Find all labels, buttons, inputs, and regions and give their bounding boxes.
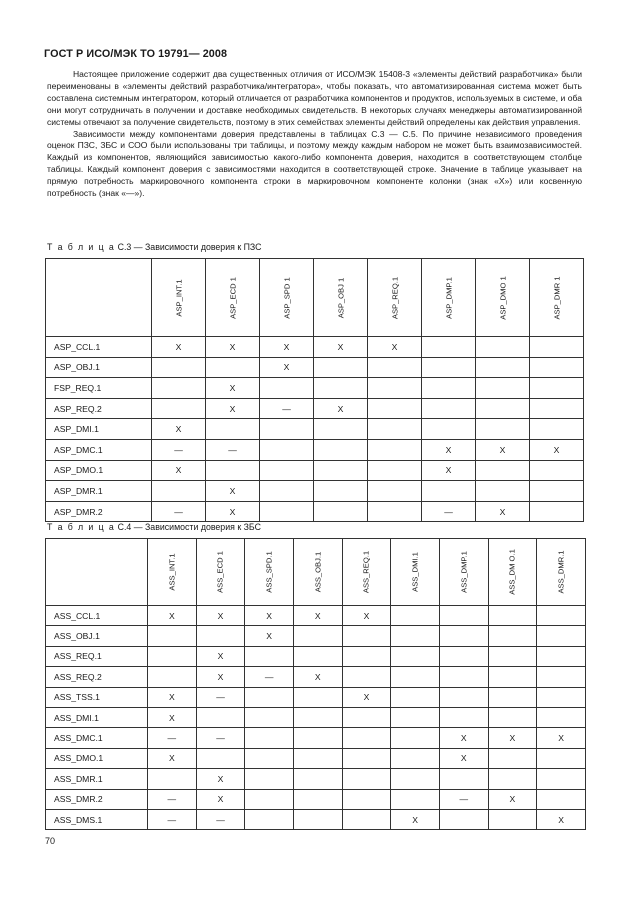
table-cell <box>293 809 342 829</box>
row-label: ASS_REQ.1 <box>46 646 148 666</box>
table-cell <box>245 789 294 809</box>
table-cell <box>260 501 314 522</box>
row-label: ASS_OBJ.1 <box>46 626 148 646</box>
column-header <box>530 259 584 337</box>
table-cell <box>439 646 488 666</box>
table-cell: X <box>439 728 488 748</box>
table-cell <box>537 667 586 687</box>
table-cell <box>439 687 488 707</box>
table-cell: X <box>260 357 314 378</box>
table-row <box>46 789 586 809</box>
table-cell <box>530 398 584 419</box>
table-cell <box>476 460 530 481</box>
table-cell <box>293 646 342 666</box>
table-cell <box>537 769 586 789</box>
table-cell <box>476 337 530 358</box>
table-cell <box>368 460 422 481</box>
table-cell <box>260 460 314 481</box>
column-header-label: ASS_DM O.1 <box>507 549 517 595</box>
table-c4-caption <box>47 522 261 532</box>
table-cell <box>488 707 537 727</box>
table-cell: X <box>148 748 197 768</box>
table-c3-caption <box>47 242 262 252</box>
table-cell <box>206 419 260 440</box>
table-cell <box>422 419 476 440</box>
table-cell: X <box>342 606 391 626</box>
table-cell <box>314 481 368 502</box>
column-header <box>206 259 260 337</box>
table-cell: — <box>148 809 197 829</box>
table-cell: X <box>314 337 368 358</box>
table-cell: — <box>206 439 260 460</box>
column-header-label: ASP_REQ.1 <box>390 276 399 319</box>
table-cell <box>196 626 245 646</box>
table-cell <box>342 707 391 727</box>
table-row <box>46 769 586 789</box>
table-cell <box>260 481 314 502</box>
table-cell <box>206 460 260 481</box>
table-cell: X <box>342 687 391 707</box>
table-caption-prefix: Т а б л и ц а <box>47 242 116 252</box>
table-cell <box>537 626 586 646</box>
table-cell <box>293 769 342 789</box>
column-header-label: ASS_DMP.1 <box>459 551 469 593</box>
table-cell <box>476 398 530 419</box>
table-cell <box>260 378 314 399</box>
table-cell <box>314 439 368 460</box>
column-header-label: ASS_ECD 1 <box>215 551 225 593</box>
column-header <box>293 539 342 606</box>
table-cell: X <box>196 667 245 687</box>
table-row <box>46 809 586 829</box>
column-header-label: ASS_OBJ.1 <box>313 551 323 593</box>
table-cell <box>314 357 368 378</box>
table-cell <box>342 646 391 666</box>
column-header <box>439 539 488 606</box>
table-cell: X <box>148 687 197 707</box>
column-header-label: ASP_INT.1 <box>174 278 183 317</box>
table-cell <box>342 769 391 789</box>
table-cell <box>148 667 197 687</box>
table-row <box>46 337 584 358</box>
table-cell: — <box>422 501 476 522</box>
column-header-label: ASS_SPD.1 <box>264 551 274 593</box>
table-row <box>46 419 584 440</box>
table-cell: X <box>245 606 294 626</box>
table-cell: X <box>196 646 245 666</box>
table-cell <box>530 378 584 399</box>
table-cell <box>342 789 391 809</box>
table-cell <box>342 667 391 687</box>
table-cell <box>439 626 488 646</box>
table-cell <box>537 646 586 666</box>
table-cell <box>342 748 391 768</box>
column-header <box>260 259 314 337</box>
table-caption-prefix: Т а б л и ц а <box>47 522 116 532</box>
table-cell: X <box>196 606 245 626</box>
table-corner-cell <box>46 539 148 606</box>
row-label: ASS_TSS.1 <box>46 687 148 707</box>
column-header-label: ASS_DMI.1 <box>410 552 420 592</box>
table-cell <box>293 748 342 768</box>
table-cell <box>342 809 391 829</box>
table-cell <box>530 481 584 502</box>
column-header-label: ASP_DMO 1 <box>498 275 507 320</box>
table-cell: — <box>148 789 197 809</box>
table-cell: X <box>537 728 586 748</box>
table-cell <box>314 378 368 399</box>
column-header-label: ASS_INT.1 <box>167 553 177 591</box>
table-cell <box>476 481 530 502</box>
table-caption-text: С.4 — Зависимости доверия к ЗБС <box>117 522 261 532</box>
table-cell <box>439 769 488 789</box>
row-label: ASS_CCL.1 <box>46 606 148 626</box>
table-cell <box>488 769 537 789</box>
table-cell <box>391 626 440 646</box>
table-cell: X <box>206 398 260 419</box>
table-cell: X <box>391 809 440 829</box>
table-cell: X <box>206 481 260 502</box>
column-header-label: ASS_REQ.1 <box>361 550 371 594</box>
table-cell: X <box>476 501 530 522</box>
table-cell: X <box>488 728 537 748</box>
table-cell <box>439 809 488 829</box>
table-cell: X <box>537 809 586 829</box>
table-cell <box>148 769 197 789</box>
table-cell <box>245 646 294 666</box>
table-cell: X <box>530 439 584 460</box>
table-cell <box>422 398 476 419</box>
table-cell <box>439 606 488 626</box>
table-caption-text: С.3 — Зависимости доверия к ПЗС <box>117 242 262 252</box>
table-cell <box>439 707 488 727</box>
table-cell <box>342 626 391 646</box>
column-header <box>488 539 537 606</box>
table-cell <box>152 398 206 419</box>
table-cell: X <box>260 337 314 358</box>
table-cell <box>293 728 342 748</box>
table-row <box>46 439 584 460</box>
table-cell <box>439 667 488 687</box>
table-cell: X <box>422 439 476 460</box>
table-cell <box>245 687 294 707</box>
table-cell <box>148 646 197 666</box>
table-cell <box>391 707 440 727</box>
table-cell <box>152 378 206 399</box>
row-label: ASP_DMI.1 <box>46 419 152 440</box>
table-cell <box>488 667 537 687</box>
body-text <box>47 69 582 200</box>
column-header-label: ASP_ECD 1 <box>228 276 237 319</box>
table-row <box>46 707 586 727</box>
table-cell: X <box>196 769 245 789</box>
table-cell <box>368 378 422 399</box>
row-label: ASP_DMR.1 <box>46 481 152 502</box>
table-row <box>46 646 586 666</box>
table-cell: — <box>152 501 206 522</box>
table-cell <box>314 419 368 440</box>
row-label: ASS_DMR.2 <box>46 789 148 809</box>
table-cell: X <box>293 667 342 687</box>
table-cell: — <box>152 439 206 460</box>
table-row <box>46 501 584 522</box>
table-cell <box>488 626 537 646</box>
table-cell: — <box>196 687 245 707</box>
table-row <box>46 481 584 502</box>
table-cell <box>206 357 260 378</box>
table-cell: X <box>152 460 206 481</box>
column-header <box>245 539 294 606</box>
table-row <box>46 667 586 687</box>
table-cell <box>537 687 586 707</box>
table-cell <box>391 646 440 666</box>
table-cell <box>537 606 586 626</box>
table-cell <box>314 501 368 522</box>
table-cell <box>196 748 245 768</box>
column-header <box>314 259 368 337</box>
table-cell: X <box>196 789 245 809</box>
table-cell <box>368 419 422 440</box>
table-cell <box>530 357 584 378</box>
table-cell <box>488 809 537 829</box>
table-cell: X <box>152 419 206 440</box>
table-cell <box>537 748 586 768</box>
table-cell <box>476 378 530 399</box>
table-cell <box>245 769 294 789</box>
table-cell <box>293 789 342 809</box>
column-header-label: ASP_DMP.1 <box>444 276 453 319</box>
table-cell <box>368 439 422 460</box>
row-label: ASS_DMR.1 <box>46 769 148 789</box>
table-cell: X <box>293 606 342 626</box>
table-cell <box>368 481 422 502</box>
table-cell <box>391 789 440 809</box>
table-cell <box>342 728 391 748</box>
table-cell <box>148 626 197 646</box>
column-header <box>391 539 440 606</box>
column-header-label: ASP_DMR 1 <box>552 275 561 320</box>
row-label: ASS_DMS.1 <box>46 809 148 829</box>
table-cell: — <box>148 728 197 748</box>
table-cell: X <box>439 748 488 768</box>
column-header-label: ASP_OBJ 1 <box>336 277 345 318</box>
row-label: ASP_OBJ.1 <box>46 357 152 378</box>
table-cell <box>530 501 584 522</box>
column-header <box>537 539 586 606</box>
column-header <box>196 539 245 606</box>
table-cell <box>152 481 206 502</box>
table-cell: X <box>206 501 260 522</box>
table-cell <box>476 357 530 378</box>
table-cell <box>152 357 206 378</box>
table-cell <box>422 481 476 502</box>
table-header-row <box>46 539 586 606</box>
row-label: FSP_REQ.1 <box>46 378 152 399</box>
row-label: ASS_DMC.1 <box>46 728 148 748</box>
table-cell <box>391 667 440 687</box>
row-label: ASP_DMR.2 <box>46 501 152 522</box>
table-cell <box>260 439 314 460</box>
table-header-row <box>46 259 584 337</box>
table-row <box>46 357 584 378</box>
table-cell <box>196 707 245 727</box>
table-cell <box>391 769 440 789</box>
column-header <box>422 259 476 337</box>
row-label: ASS_DMI.1 <box>46 707 148 727</box>
table-cell <box>391 606 440 626</box>
table-cell: X <box>476 439 530 460</box>
table-cell: X <box>206 337 260 358</box>
row-label: ASP_CCL.1 <box>46 337 152 358</box>
page-number: 70 <box>45 836 56 846</box>
table-cell <box>422 337 476 358</box>
table-cell: X <box>148 606 197 626</box>
table-cell <box>293 687 342 707</box>
table-c3 <box>45 258 584 522</box>
table-cell <box>314 460 368 481</box>
column-header <box>148 539 197 606</box>
table-cell: X <box>368 337 422 358</box>
table-cell <box>368 398 422 419</box>
table-cell <box>476 419 530 440</box>
table-cell <box>260 419 314 440</box>
table-cell <box>537 789 586 809</box>
table-row <box>46 378 584 399</box>
table-cell: — <box>260 398 314 419</box>
table-row <box>46 626 586 646</box>
column-header-label: ASS_DMR.1 <box>556 550 566 594</box>
table-row <box>46 748 586 768</box>
paragraph: Настоящее приложение содержит два существенных отличия от ИСО/МЭК 15408-3 «элементы действий разработчика» были переименованы в «элементы действий разработчика/интегратора», чтобы показать, что автоматизированная система может быть составлена системным интегратором, который отличается от разработчика компонентов и продуктов, используемых в системе, и оба они могут сотрудничать в получении и доставке необходимых свидетельств. В некоторых случаях менеджеры автоматизированной системы отвечают за получение свидетельств, поэтому в этих семействах элементы действий определены как действия управления. <box>47 69 582 127</box>
table-cell: — <box>196 809 245 829</box>
column-header <box>476 259 530 337</box>
table-cell <box>537 707 586 727</box>
column-header <box>368 259 422 337</box>
paragraph: Зависимости между компонентами доверия представлены в таблицах С.3 — С.5. По причине независимого проведения оценок ПЗС, ЗБС и СОО были использованы три таблицы, и поэтому между каждым набором не может быть взаимозависимостей. Каждый из компонентов, являющийся зависимостью какого-либо компонента доверия, находится в соответствующем столбце таблицы. Каждый компонент доверия с зависимостями находится в соответствующей строке. Значение в таблице указывает на прямую потребность маркировочного компонента строки в маркировочном компоненте колонки (знак «X») или косвенную потребность (знак «—»). <box>47 128 582 199</box>
table-cell <box>488 646 537 666</box>
table-cell: X <box>148 707 197 727</box>
table-row <box>46 398 584 419</box>
row-label: ASS_REQ.2 <box>46 667 148 687</box>
table-c4 <box>45 538 586 830</box>
table-row <box>46 687 586 707</box>
table-row <box>46 460 584 481</box>
table-cell: X <box>488 789 537 809</box>
table-cell <box>530 337 584 358</box>
table-cell: X <box>314 398 368 419</box>
table-row <box>46 728 586 748</box>
table-cell <box>245 728 294 748</box>
table-cell <box>245 809 294 829</box>
table-cell <box>368 357 422 378</box>
table-cell <box>391 687 440 707</box>
table-corner-cell <box>46 259 152 337</box>
row-label: ASS_DMO.1 <box>46 748 148 768</box>
table-cell <box>488 748 537 768</box>
table-cell <box>368 501 422 522</box>
table-cell: X <box>245 626 294 646</box>
table-cell <box>488 687 537 707</box>
column-header <box>342 539 391 606</box>
table-cell <box>530 460 584 481</box>
table-cell <box>488 606 537 626</box>
column-header <box>152 259 206 337</box>
table-cell: X <box>152 337 206 358</box>
row-label: ASP_DMC.1 <box>46 439 152 460</box>
table-cell <box>293 626 342 646</box>
table-cell: — <box>439 789 488 809</box>
table-cell <box>530 419 584 440</box>
row-label: ASP_REQ.2 <box>46 398 152 419</box>
table-cell: — <box>245 667 294 687</box>
table-cell <box>293 707 342 727</box>
table-cell: X <box>206 378 260 399</box>
table-cell <box>391 728 440 748</box>
table-cell: X <box>422 460 476 481</box>
row-label: ASP_DMO.1 <box>46 460 152 481</box>
table-row <box>46 606 586 626</box>
table-cell <box>245 748 294 768</box>
column-header-label: ASP_SPD 1 <box>282 276 291 319</box>
document-header: ГОСТ Р ИСО/МЭК ТО 19791— 2008 <box>44 48 228 60</box>
table-cell <box>422 357 476 378</box>
table-cell <box>422 378 476 399</box>
table-cell <box>391 748 440 768</box>
table-cell: — <box>196 728 245 748</box>
table-cell <box>245 707 294 727</box>
